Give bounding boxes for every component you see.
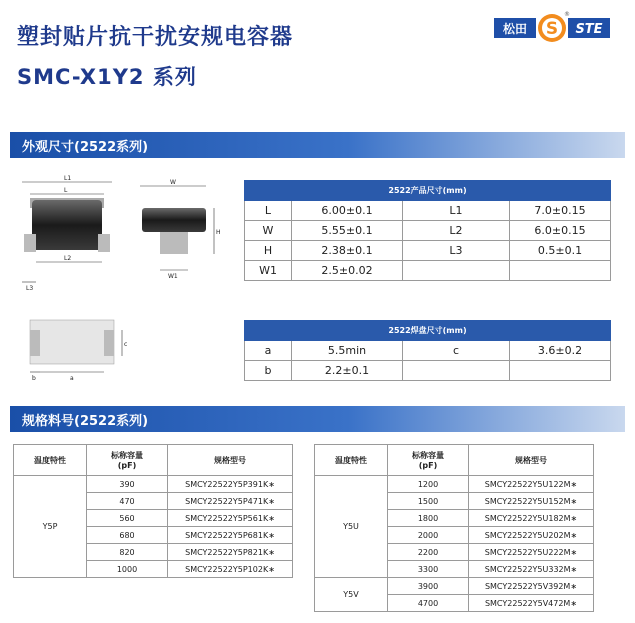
table-row: L 6.00±0.1 L1 7.0±0.15 xyxy=(245,201,611,221)
table-row: Y5U 1200 SMCY22522Y5U122M∗ xyxy=(315,476,594,493)
table-row: Y5V 3900 SMCY22522Y5V392M∗ xyxy=(315,578,594,595)
section-band-spec xyxy=(10,406,625,432)
svg-text:®: ® xyxy=(564,11,570,18)
table-row: 1000 SMCY22522Y5P102K∗ xyxy=(14,561,293,578)
dimension-drawings xyxy=(10,172,240,387)
table-row: 680 SMCY22522Y5P681K∗ xyxy=(14,527,293,544)
section-title-spec: 规格料号(2522系列) xyxy=(22,414,149,429)
spec-table-right: 温度特性 标称容量 (pF) 规格型号 Y5U 1200 SMCY22522Y5U122M∗ 1500 SMCY22522Y5U152M∗ 1800 SMCY22522Y5U182M∗ 2000 SMCY22522Y5U202M∗ 2200 SMCY22522Y5U222M∗ 3300 SMCY22522Y5U332M∗ Y5V 3900 SMCY22522Y5V392M∗ 4700 SMCY22522Y5V472M∗ xyxy=(314,444,594,612)
company-logo xyxy=(480,10,620,46)
table-row: W 5.55±0.1 L2 6.0±0.15 xyxy=(245,221,611,241)
table-row: 470 SMCY22522Y5P471K∗ xyxy=(14,493,293,510)
label-c: c xyxy=(124,341,128,348)
product-dimension-table xyxy=(244,180,611,281)
table-row: 1500 SMCY22522Y5U152M∗ xyxy=(315,493,594,510)
label-b: b xyxy=(32,375,36,382)
table-row: 560 SMCY22522Y5P561K∗ xyxy=(14,510,293,527)
table-row: 820 SMCY22522Y5P821K∗ xyxy=(14,544,293,561)
page-subtitle: SMC-X1Y2 系列 xyxy=(17,65,197,89)
spec-table-left: 温度特性 标称容量 (pF) 规格型号 Y5P 390 SMCY22522Y5P391K∗ 470 SMCY22522Y5P471K∗ 560 SMCY22522Y5P561K∗ 680 SMCY22522Y5P681K∗ 820 SMCY22522Y5P821K∗ 1000 SMCY22522Y5P102K∗ xyxy=(13,444,293,578)
table-row: W1 2.5±0.02 xyxy=(245,261,611,281)
label-W: W xyxy=(170,179,176,186)
label-L2: L2 xyxy=(64,255,72,262)
product-dimension-title: 2522产品尺寸(mm) xyxy=(245,181,611,201)
table-row: 3300 SMCY22522Y5U332M∗ xyxy=(315,561,594,578)
page-title: 塑封贴片抗干扰安规电容器 xyxy=(17,25,294,50)
svg-text:S: S xyxy=(545,19,559,39)
svg-text:松田: 松田 xyxy=(502,22,528,36)
table-row: 2200 SMCY22522Y5U222M∗ xyxy=(315,544,594,561)
label-W1: W1 xyxy=(168,273,178,280)
table-row: a 5.5min c 3.6±0.2 xyxy=(245,341,611,361)
svg-text:STE: STE xyxy=(575,22,603,37)
pad-dimension-table xyxy=(244,320,611,381)
table-row: b 2.2±0.1 xyxy=(245,361,611,381)
label-L3: L3 xyxy=(26,285,34,292)
label-H: H xyxy=(216,229,221,236)
label-L1: L1 xyxy=(64,175,72,182)
pad-dimension-title: 2522焊盘尺寸(mm) xyxy=(245,321,611,341)
table-row: Y5P 390 SMCY22522Y5P391K∗ xyxy=(14,476,293,493)
table-row: 1800 SMCY22522Y5U182M∗ xyxy=(315,510,594,527)
section-band-dimensions xyxy=(10,132,625,158)
section-title-dimensions: 外观尺寸(2522系列) xyxy=(22,140,149,155)
table-row: 4700 SMCY22522Y5V472M∗ xyxy=(315,595,594,612)
label-L: L xyxy=(64,187,68,194)
table-row: H 2.38±0.1 L3 0.5±0.1 xyxy=(245,241,611,261)
label-a: a xyxy=(70,375,74,382)
table-row: 2000 SMCY22522Y5U202M∗ xyxy=(315,527,594,544)
